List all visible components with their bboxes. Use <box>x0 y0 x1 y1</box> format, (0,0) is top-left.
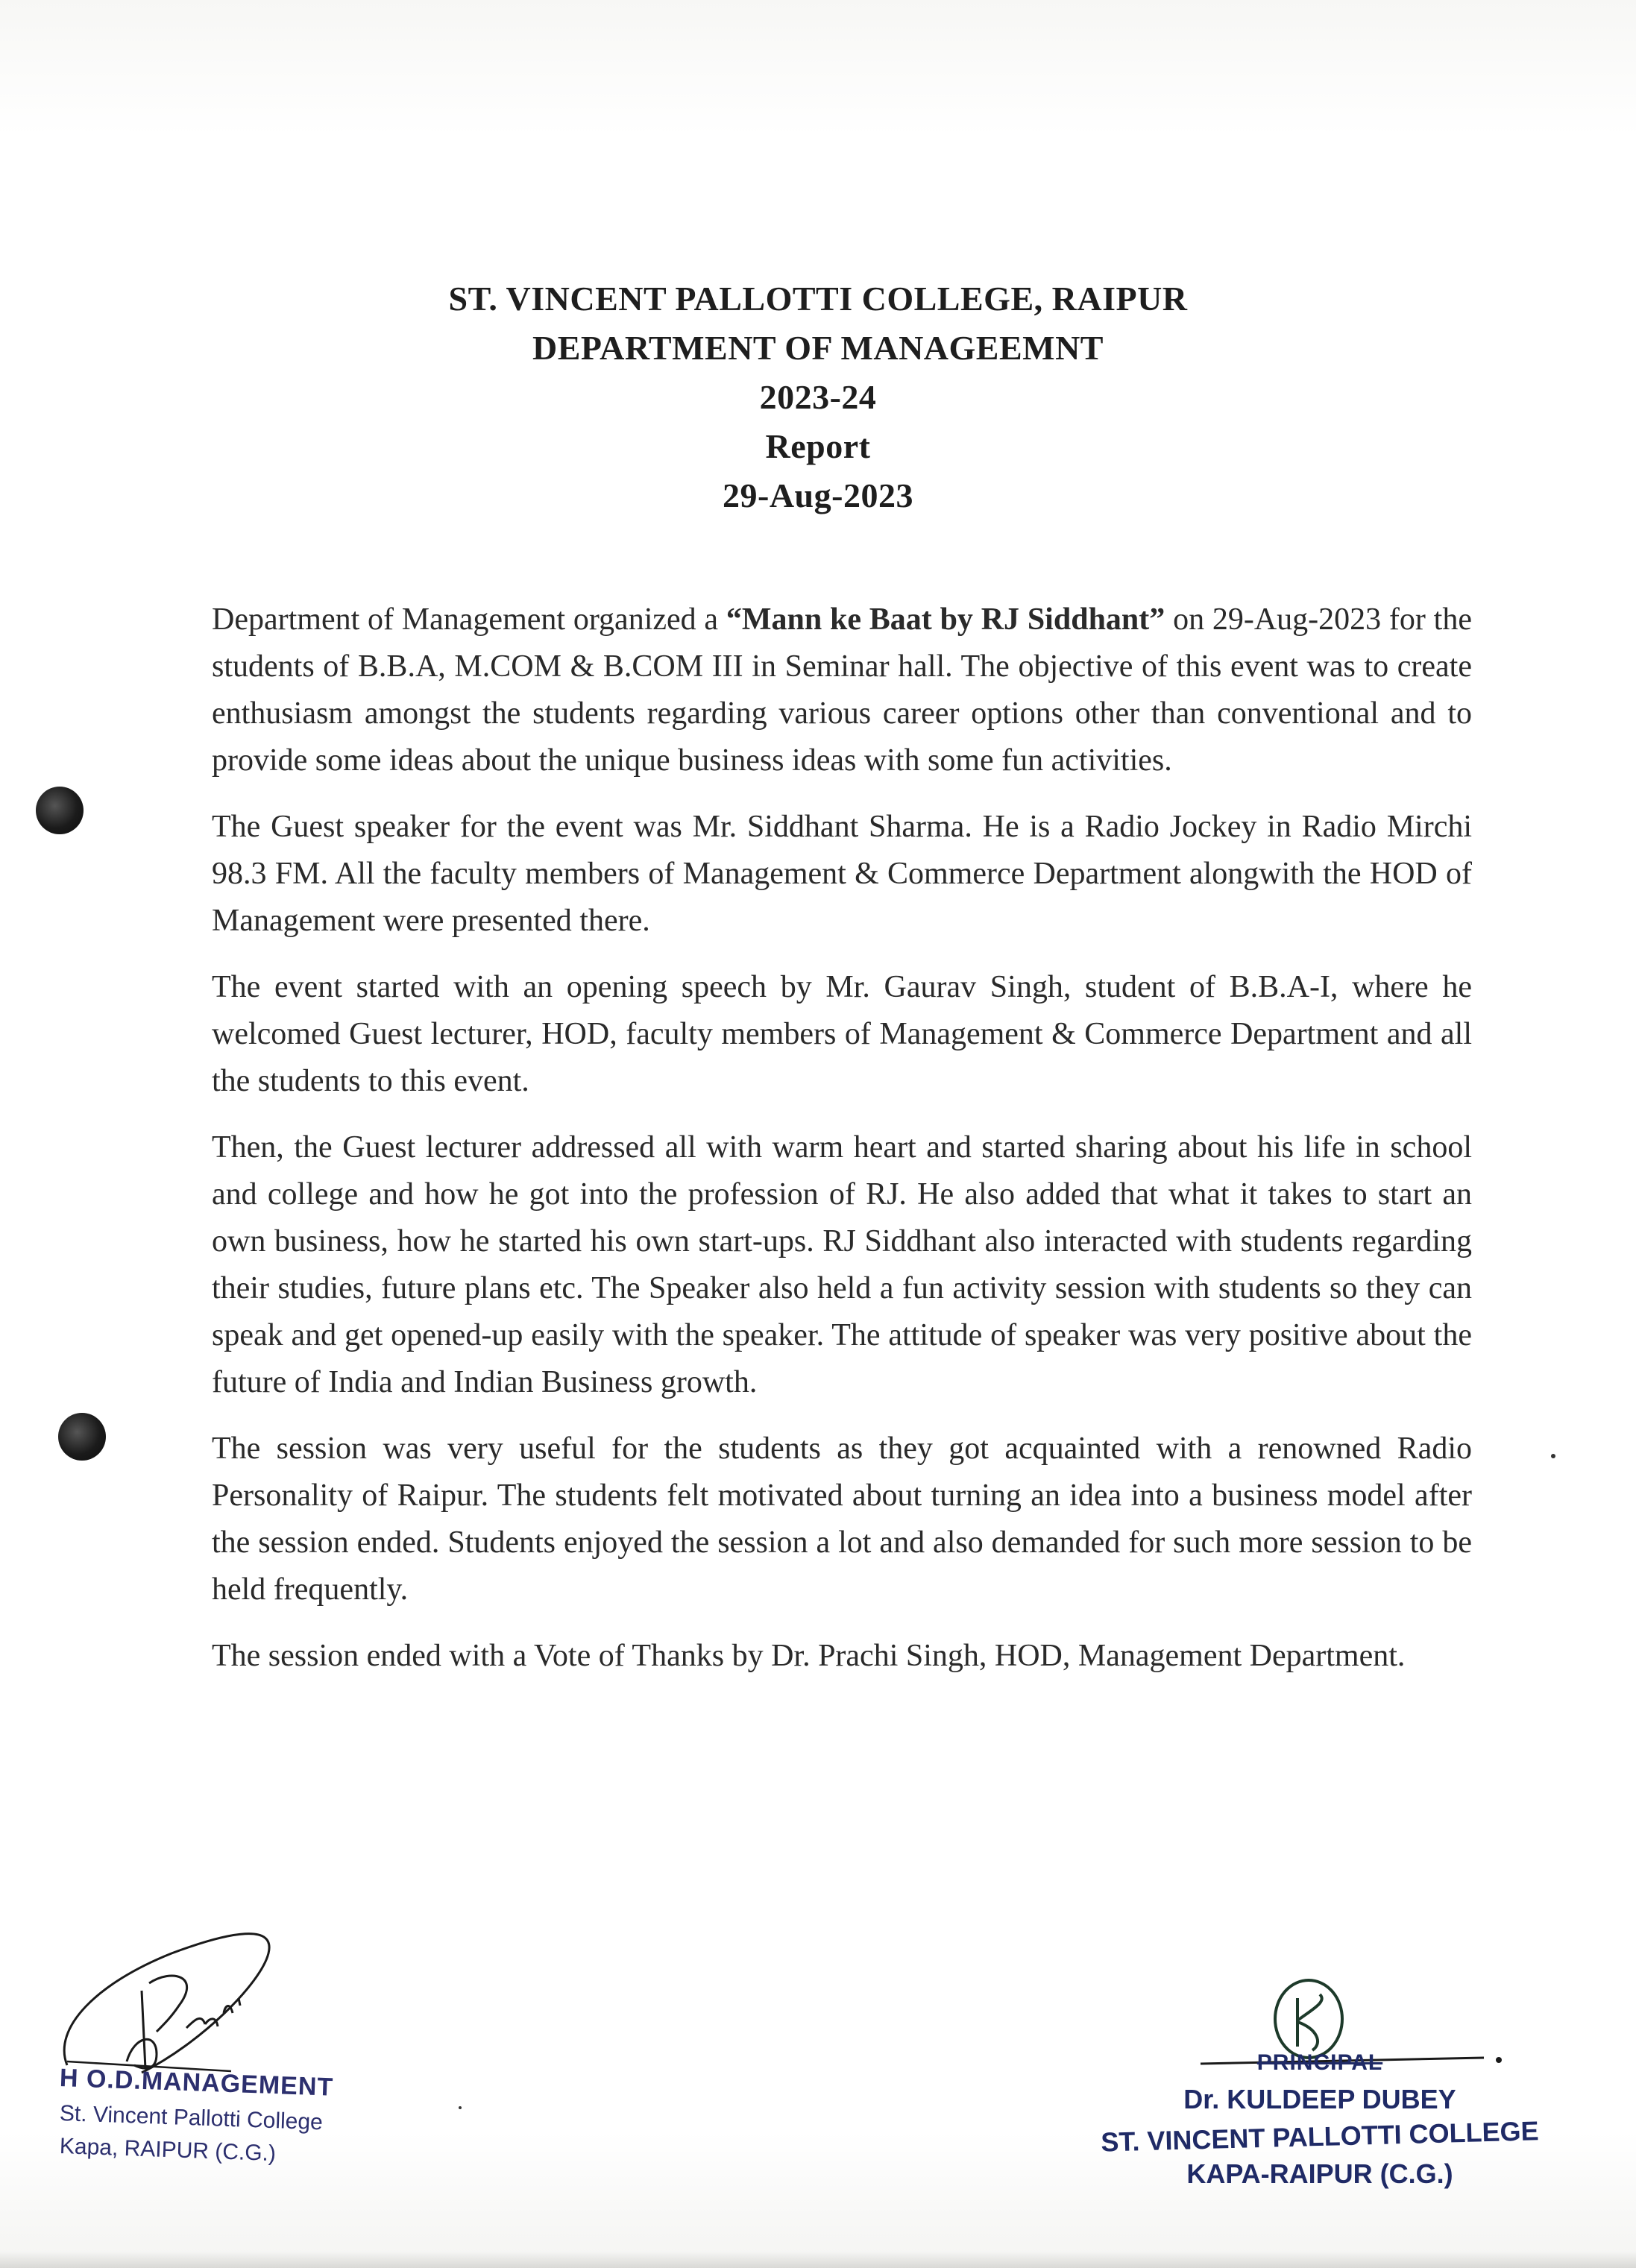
paragraph-session-outcome: The session was very useful for the students as they got acquainted with a renowned Radio Personality of Raipur. The students felt motivated about turning an idea into a business model after the session ended. Students enjoyed the session a lot and also demanded for such more session to be held frequently. <box>212 1431 1472 1607</box>
punch-hole <box>36 787 84 834</box>
report-date: 29-Aug-2023 <box>723 476 913 514</box>
intro-text-end: on 29-Aug-2023 for the students of B.B.A, M.COM & B.COM III in Seminar hall. The objective of this event was to create enthusiasm amongst the students regarding various career options other than conventional and to provide some ideas about the unique business ideas with some fun activities. <box>212 602 1472 778</box>
paragraph-guest-speaker: The Guest speaker for the event was Mr. Siddhant Sharma. He is a Radio Jockey in Radio Mirchi 98.3 FM. All the faculty members of Management & Commerce Department alongwith the HOD of Management were presented there. <box>212 810 1472 938</box>
page-bottom-edge <box>0 2252 1636 2268</box>
principal-role: PRINCIPAL <box>1256 2050 1383 2075</box>
punch-hole <box>58 1413 106 1461</box>
paragraph-intro <box>212 596 1472 784</box>
academic-session: 2023-24 <box>759 378 877 416</box>
paragraph-vote-of-thanks: The session ended with a Vote of Thanks by Dr. Prachi Singh, HOD, Management Department. <box>212 1639 1406 1673</box>
hod-stamp-college: St. Vincent Pallotti College <box>59 2101 324 2135</box>
college-name: ST. VINCENT PALLOTTI COLLEGE, RAIPUR <box>448 280 1188 318</box>
report-body <box>212 596 1472 1699</box>
event-title: “Mann ke Baat by RJ Siddhant” <box>726 602 1165 637</box>
department-name: DEPARTMENT OF MANAGEEMNT <box>532 329 1104 367</box>
report-header <box>0 274 1636 520</box>
paper-speck <box>459 2106 462 2109</box>
paragraph-guest-lecture: Then, the Guest lecturer addressed all with warm heart and started sharing about his life in school and college and how he got into the profession of RJ. He also added that what it takes to start an own business, how he started his own start-ups. RJ Siddhant also interacted with students regarding their studies, future plans etc. The Speaker also held a fun activity session with students so they can speak and get opened-up easily with the speaker. The attitude of speaker was very positive about the future of India and Indian Business growth. <box>212 1130 1472 1399</box>
principal-place: KAPA-RAIPUR (C.G.) <box>1186 2158 1453 2189</box>
principal-college: ST. VINCENT PALLOTTI COLLEGE <box>1100 2115 1540 2158</box>
paper-speck <box>1551 1454 1555 1458</box>
hod-stamp-place: Kapa, RAIPUR (C.G.) <box>59 2134 277 2167</box>
hod-stamp-title: H O.D.MANAGEMENT <box>59 2064 334 2102</box>
intro-text-start: Department of Management organized a <box>212 602 726 637</box>
principal-stamp <box>1096 1976 1544 2199</box>
document-type: Report <box>765 427 871 465</box>
paragraph-opening-speech: The event started with an opening speech by Mr. Gaurav Singh, student of B.B.A-I, where he welcomed Guest lecturer, HOD, faculty members of Management & Commerce Department and all the students to this event. <box>212 970 1472 1098</box>
principal-name: Dr. KULDEEP DUBEY <box>1183 2084 1456 2114</box>
